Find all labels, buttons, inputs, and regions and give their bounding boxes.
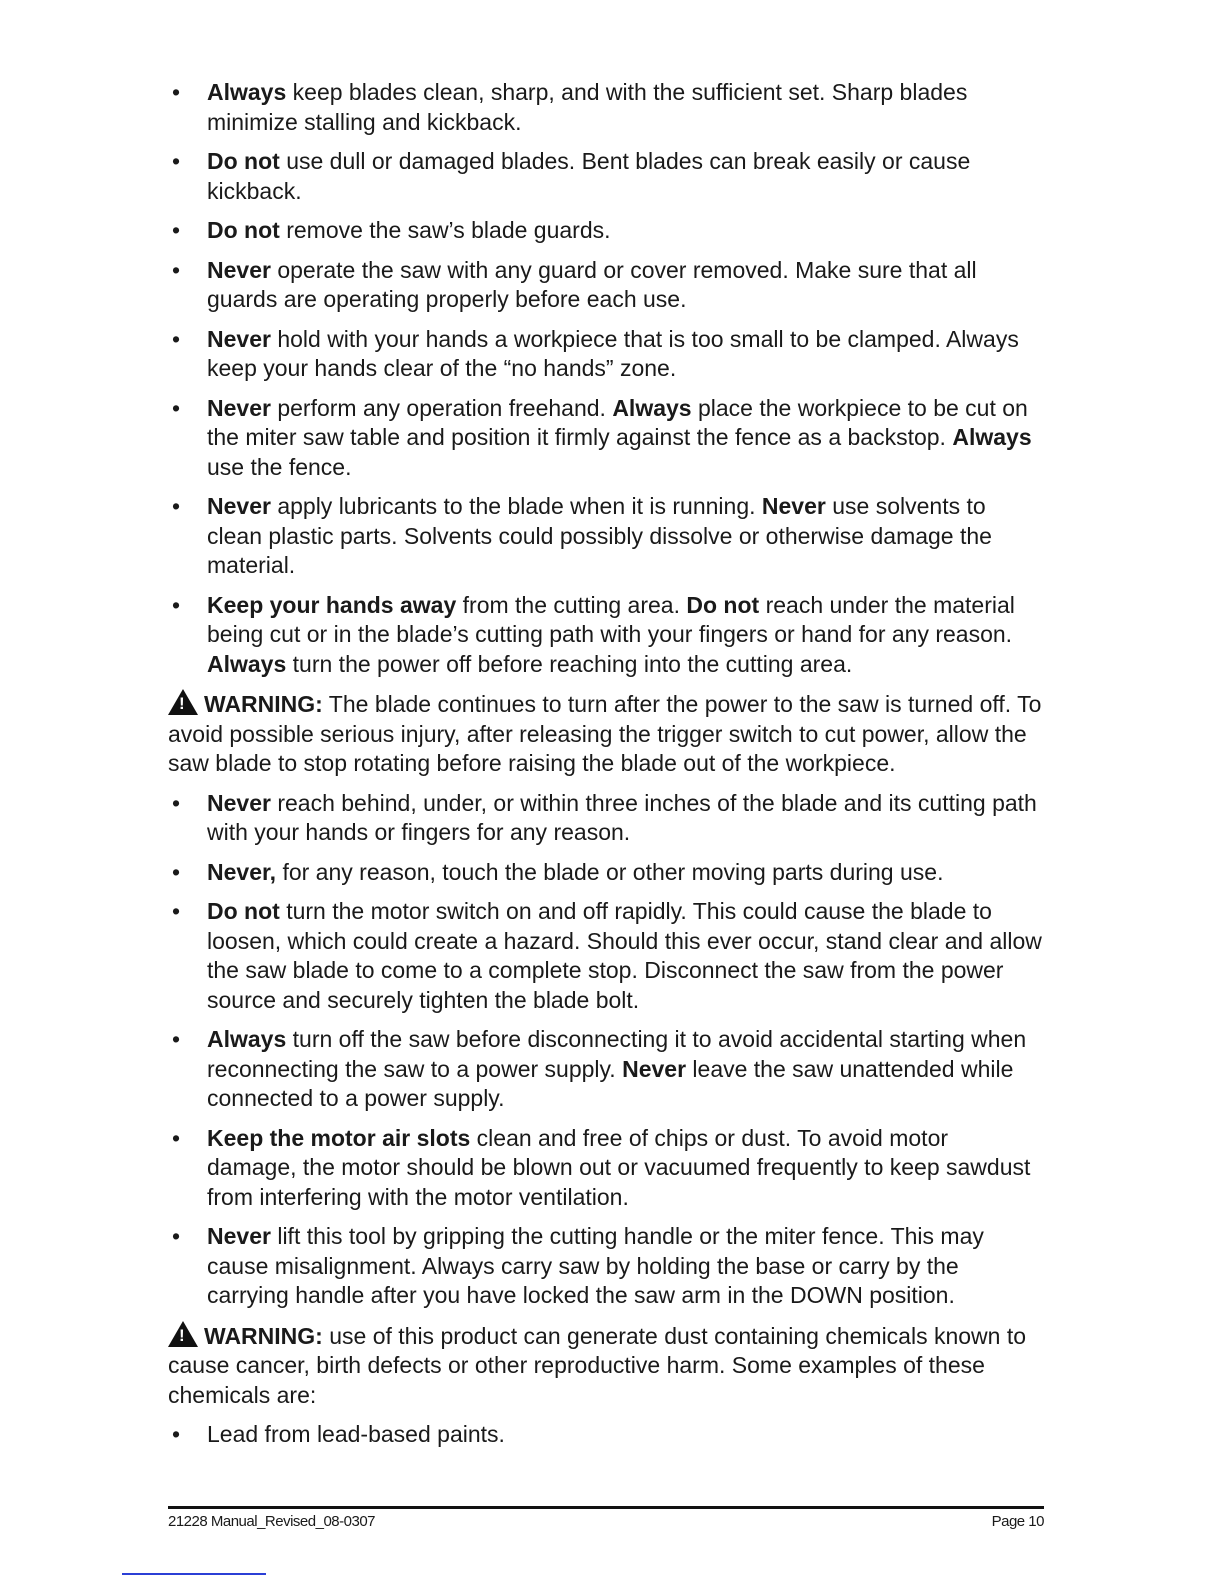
footer-divider <box>168 1506 1044 1509</box>
body-text: apply lubricants to the blade when it is running. <box>270 493 762 519</box>
body-text: Lead from lead-based paints. <box>207 1421 505 1447</box>
emphasis-text: WARNING: <box>204 1322 323 1349</box>
body-text: use dull or damaged blades. Bent blades can break easily or cause kickback. <box>207 148 971 204</box>
body-text: turn off the saw before disconnecting it to avoid accidental starting when reconnecting the saw to a power supply. <box>207 1026 1027 1082</box>
bullet-icon: • <box>172 858 181 885</box>
emphasis-text: Never <box>207 394 271 421</box>
bullet-icon: • <box>172 256 181 283</box>
emphasis-text: Never <box>622 1055 687 1082</box>
list-item <box>168 256 1043 315</box>
list-item <box>168 325 1043 384</box>
emphasis-text: Never <box>207 256 271 283</box>
body-text: place the workpiece to be cut on the miter saw table and position it firmly against the fence as a backstop. <box>207 394 1028 450</box>
body-text: keep blades clean, sharp, and with the sufficient set. Sharp blades minimize stalling and kickback. <box>207 79 968 135</box>
emphasis-text: Never, <box>207 858 277 885</box>
list-item <box>168 789 1043 848</box>
emphasis-text: Never <box>207 493 271 519</box>
bullet-icon: • <box>172 1421 181 1447</box>
emphasis-text: Always <box>207 1026 287 1052</box>
body-text: leave the saw unattended while connected to a power supply. <box>207 1055 1014 1111</box>
body-text: clean and free of chips or dust. To avoid motor damage, the motor should be blown out or vacuumed frequently to keep sawdust from interfering with the motor ventilation. <box>207 1124 1031 1210</box>
list-item <box>168 394 1043 483</box>
emphasis-text: WARNING: <box>204 691 323 717</box>
emphasis-text: Keep your hands away <box>207 591 457 618</box>
bullet-icon: • <box>172 1124 181 1151</box>
body-text: reach behind, under, or within three inches of the blade and its cutting path with your hands or fingers for any reason. <box>207 789 1037 845</box>
emphasis-text: Always <box>207 650 287 677</box>
list-item <box>168 897 1043 1015</box>
body-text: perform any operation freehand. <box>270 394 613 421</box>
body-text: lift this tool by gripping the cutting handle or the miter fence. This may cause misalignment. Always carry saw by holding the base or carry by the carrying handle after you have locked the saw arm in the DOWN position. <box>207 1223 984 1308</box>
emphasis-text: Do not <box>207 898 280 924</box>
emphasis-text: Never <box>207 1223 271 1249</box>
list-item <box>168 591 1043 680</box>
bullet-icon: • <box>172 217 181 243</box>
bullet-icon: • <box>172 394 181 421</box>
bullet-icon: • <box>172 148 181 174</box>
footer-document-id: 21228 Manual_Revised_08-0307 <box>168 1513 376 1530</box>
emphasis-text: Never <box>761 493 826 519</box>
body-text: from the cutting area. <box>456 591 687 618</box>
bullet-icon: • <box>172 1223 181 1249</box>
warning-paragraph <box>168 1321 1043 1411</box>
list-item <box>168 216 1043 246</box>
body-text: turn the motor switch on and off rapidly. This could cause the blade to loosen, which could create a hazard. Should this ever occur, stand clear and allow the saw blade to come to a complete stop. Disconnect the saw from the power source and securely tighten the blade bolt. <box>207 898 1042 1013</box>
body-text: turn the power off before reaching into the cutting area. <box>286 650 853 677</box>
emphasis-text: Do not <box>207 148 280 174</box>
body-text: use the fence. <box>207 453 352 480</box>
body-text: use solvents to clean plastic parts. Solvents could possibly dissolve or otherwise damage the material. <box>207 493 992 578</box>
warning-paragraph <box>168 689 1043 779</box>
body-text: operate the saw with any guard or cover removed. Make sure that all guards are operating properly before each use. <box>207 256 977 312</box>
warning-triangle-icon <box>168 1321 198 1347</box>
emphasis-text: Do not <box>207 217 280 243</box>
emphasis-text: Never <box>207 789 271 816</box>
bullet-icon: • <box>172 591 181 618</box>
list-item <box>168 1025 1043 1114</box>
body-text: hold with your hands a workpiece that is too small to be clamped. Always keep your hands clear of the “no hands” zone. <box>207 325 1019 381</box>
bullet-icon: • <box>172 493 181 519</box>
body-text: use of this product can generate dust containing chemicals known to cause cancer, birth defects or other reproductive harm. Some examples of these chemicals are: <box>168 1322 1027 1408</box>
bullet-icon: • <box>172 898 181 924</box>
body-text: reach under the material being cut or in the blade’s cutting path with your fingers or hand for any reason. <box>207 591 1015 647</box>
list-item <box>168 1222 1043 1311</box>
link-underline[interactable] <box>122 1573 266 1575</box>
list-item <box>168 78 1043 137</box>
emphasis-text: Always <box>612 394 692 421</box>
list-item <box>168 1124 1043 1213</box>
emphasis-text: Never <box>207 325 271 352</box>
emphasis-text: Always <box>952 424 1032 450</box>
footer-page-number: Page 10 <box>991 1513 1044 1530</box>
document-body <box>168 78 1043 1460</box>
emphasis-text: Do not <box>686 591 760 618</box>
body-text: remove the saw’s blade guards. <box>279 217 611 243</box>
bullet-icon: • <box>172 789 181 816</box>
list-item <box>168 492 1043 581</box>
emphasis-text: Keep the motor air slots <box>207 1124 471 1151</box>
bullet-icon: • <box>172 325 181 352</box>
list-item <box>168 147 1043 206</box>
body-text: The blade continues to turn after the power to the saw is turned off. To avoid possible serious injury, after releasing the trigger switch to cut power, allow the saw blade to stop rotating before raising the blade out of the workpiece. <box>168 691 1042 776</box>
warning-triangle-icon <box>168 689 198 715</box>
body-text: for any reason, touch the blade or other moving parts during use. <box>276 858 944 885</box>
list-item <box>168 858 1043 888</box>
bullet-icon: • <box>172 79 181 105</box>
list-item <box>168 1420 1043 1450</box>
bullet-icon: • <box>172 1026 181 1052</box>
emphasis-text: Always <box>207 79 287 105</box>
